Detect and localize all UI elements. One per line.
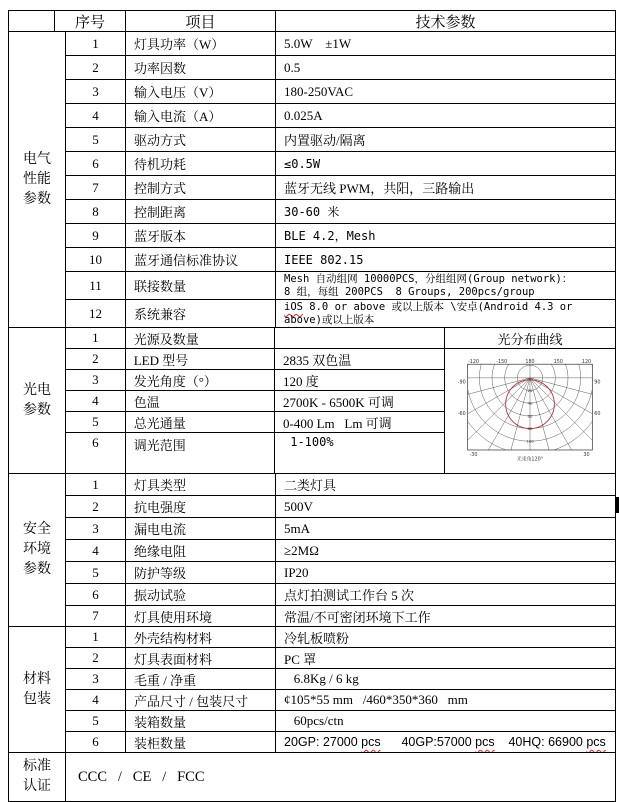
row-item: 外壳结构材料: [126, 627, 276, 647]
spec-row: [66, 176, 615, 200]
row-item: 光源及数量: [126, 328, 275, 348]
row-number: 2: [66, 496, 126, 517]
row-number: 5: [66, 128, 126, 151]
row-number: 3: [66, 669, 126, 689]
section-category: 电气 性能 参数: [9, 32, 66, 327]
spec-row: [66, 248, 615, 272]
row-item: 总光通量: [126, 412, 275, 432]
row-item: 防护等级: [126, 562, 276, 583]
row-number: 6: [66, 433, 126, 473]
row-item: 毛重 / 净重: [126, 669, 276, 689]
row-number: 3: [66, 80, 126, 103]
row-value: 1-100%: [283, 435, 334, 449]
header-cell-empty: [9, 11, 55, 31]
section-electrical: [9, 32, 615, 328]
light-distribution-diagram: [445, 349, 615, 473]
row-value: 常温/不可密闭环境下工作: [284, 609, 431, 625]
misspelled-word: iOS: [284, 301, 303, 313]
spec-row: [66, 128, 615, 152]
row-number: 7: [66, 176, 126, 199]
row-value: 500V: [284, 498, 313, 514]
misspelled-word: above): [284, 314, 322, 326]
row-value: IEEE 802.15: [284, 252, 364, 267]
curve-caption: 光束角120°: [516, 456, 544, 463]
row-value: ≥2MΩ: [284, 542, 319, 558]
row-item: 振动试验: [126, 584, 276, 605]
row-number: 5: [66, 562, 126, 583]
section-category: 光电 参数: [9, 328, 66, 473]
section-rows: [66, 328, 445, 473]
svg-text:120: 120: [581, 358, 592, 365]
section-certification: [9, 753, 615, 801]
row-value: 点灯拍测试工作台 5 次: [284, 588, 415, 603]
row-value: 0.5: [284, 59, 301, 75]
section-category: 安全 环境 参数: [9, 474, 66, 626]
row-item: 功率因数: [126, 56, 276, 79]
svg-text:40: 40: [527, 400, 533, 406]
row-number: 3: [66, 518, 126, 539]
row-number: 1: [66, 32, 126, 55]
spec-row: [66, 540, 615, 562]
spec-row: [66, 474, 615, 496]
spec-row: [66, 648, 615, 669]
row-item: 调光范围: [126, 433, 275, 473]
light-distribution-column: [444, 328, 615, 473]
svg-text:150: 150: [553, 358, 563, 365]
row-item: 灯具表面材料: [126, 648, 276, 668]
spec-row: [66, 627, 615, 648]
row-number: 5: [66, 711, 126, 731]
row-number: 12: [66, 300, 126, 327]
svg-text:30: 30: [583, 451, 590, 458]
svg-text:-150: -150: [496, 358, 508, 365]
row-number: 2: [66, 648, 126, 668]
row-number: 4: [66, 540, 126, 561]
svg-text:-90: -90: [457, 379, 466, 386]
spec-row: [66, 562, 615, 584]
svg-text:20: 20: [527, 388, 533, 393]
row-number: 4: [66, 391, 126, 411]
spec-row: [66, 584, 615, 606]
row-number: 1: [66, 474, 126, 495]
spec-row: [66, 496, 615, 518]
screen-artifact: [615, 497, 619, 513]
spec-row: [66, 690, 615, 711]
row-item: 色温: [126, 391, 275, 411]
row-value: 蓝牙无线 PWM，共阳，三路输出: [284, 181, 475, 196]
svg-text:-120: -120: [467, 358, 480, 365]
light-distribution-curve: [454, 354, 606, 468]
row-value: 5mA: [284, 520, 310, 536]
svg-text:180: 180: [525, 358, 535, 365]
misspelled-word: pcs: [475, 735, 495, 749]
row-value: iOS 8.0 or above 或以上版本 \安卓(Android 4.3 or above)或以上版本: [284, 301, 579, 326]
row-item: 控制方式: [126, 176, 276, 199]
row-value: 2700K - 6500K 可调: [283, 394, 394, 410]
row-item: 绝缘电阻: [126, 540, 276, 561]
row-value: 120 度: [283, 373, 319, 389]
row-number: 9: [66, 224, 126, 247]
section-photometric: [9, 328, 615, 474]
spec-row: [66, 200, 615, 224]
row-number: 10: [66, 248, 126, 271]
row-item: 联接数量: [126, 272, 276, 299]
row-item: 漏电电流: [126, 518, 276, 539]
svg-text:-30: -30: [469, 451, 478, 458]
row-value: Mesh 自动组网 10000PCS，分组组网(Group network)： 8 组，每组 200PCS 8 Groups, 200pcs/group: [284, 273, 573, 298]
row-item: 抗电强度: [126, 496, 276, 517]
spec-row: [66, 669, 615, 690]
row-value: IP20: [284, 564, 309, 580]
svg-text:90: 90: [594, 379, 601, 386]
row-value: [275, 328, 445, 348]
row-item: 灯具类型: [126, 474, 276, 495]
row-number: 1: [66, 627, 126, 647]
row-value: 2835 双色温: [283, 352, 352, 368]
row-value: 内置驱动/隔离: [284, 133, 366, 148]
spec-row: [66, 300, 615, 327]
spec-row: [66, 80, 615, 104]
misspelled-word: pcs: [361, 735, 381, 749]
section-safety: [9, 474, 615, 627]
row-item: 发光角度（°）: [126, 370, 275, 390]
row-number: 6: [66, 152, 126, 175]
misspelled-word: pcs: [586, 735, 606, 749]
row-number: 1: [66, 328, 126, 348]
row-value: 20GP: 27000 pcs 40GP:57000 pcs 40HQ: 66900 pcs: [284, 735, 606, 749]
row-item: 系统兼容: [126, 300, 276, 327]
row-value: 30-60 米: [284, 205, 340, 219]
row-number: 2: [66, 56, 126, 79]
row-number: 3: [66, 370, 126, 390]
spec-row: [66, 152, 615, 176]
row-value: 冷轧板喷粉: [284, 630, 350, 646]
section-rows: [66, 474, 615, 626]
row-value: PC 罩: [284, 651, 317, 667]
row-item: 装柜数量: [126, 732, 276, 752]
svg-text:60: 60: [527, 413, 533, 419]
spec-row: [66, 272, 615, 300]
svg-text:100: 100: [526, 438, 534, 444]
row-number: 11: [66, 272, 126, 299]
row-value: ≤0.5W: [284, 156, 321, 171]
row-number: 6: [66, 584, 126, 605]
row-item: 驱动方式: [126, 128, 276, 151]
row-item: 产品尺寸 / 包装尺寸: [126, 690, 276, 710]
row-number: 2: [66, 349, 126, 369]
section-materials: [9, 627, 615, 753]
row-value: 二类灯具: [284, 478, 337, 493]
row-value: 0.025A: [284, 107, 323, 123]
row-value: 180-250VAC: [284, 83, 354, 99]
row-item: 蓝牙版本: [126, 224, 276, 247]
row-number: 7: [66, 606, 126, 626]
header-cell-index: 序号: [55, 11, 126, 31]
spec-row: [66, 349, 445, 370]
table-header-row: [9, 11, 615, 32]
row-number: 4: [66, 104, 126, 127]
row-number: 8: [66, 200, 126, 223]
spec-table: [8, 10, 616, 802]
light-distribution-title: 光分布曲线: [445, 328, 615, 349]
header-cell-item: 项目: [126, 11, 276, 31]
row-item: 待机功耗: [126, 152, 276, 175]
spec-row: [66, 104, 615, 128]
row-value: 6.8Kg / 6 kg: [284, 671, 359, 686]
row-item: 蓝牙通信标准协议: [126, 248, 276, 271]
section-rows: [66, 627, 615, 752]
row-value: 60pcs/ctn: [284, 713, 344, 728]
svg-text:-60: -60: [457, 410, 466, 417]
row-item: 灯具使用环境: [126, 606, 276, 626]
svg-text:80: 80: [527, 426, 533, 431]
row-number: 5: [66, 412, 126, 432]
spec-row: [66, 32, 615, 56]
row-item: 控制距离: [126, 200, 276, 223]
row-item: 输入电压（V）: [126, 80, 276, 103]
row-number: 4: [66, 690, 126, 710]
section-category: 材料 包装: [9, 627, 66, 752]
row-item: 输入电流（A）: [126, 104, 276, 127]
row-number: 6: [66, 732, 126, 752]
header-cell-params: 技术参数: [415, 14, 476, 31]
spec-row: [66, 328, 445, 349]
spec-row: [66, 56, 615, 80]
row-value: 5.0W ±1W: [284, 35, 352, 51]
spec-row: [66, 518, 615, 540]
row-value: BLE 4.2，Mesh: [284, 229, 376, 243]
section-category: 标准 认证: [9, 753, 66, 801]
spec-row: [66, 370, 445, 391]
row-value: 0-400 Lm Lm 可调: [283, 415, 392, 431]
row-item: 灯具功率（W）: [126, 32, 276, 55]
spec-row: [66, 224, 615, 248]
spec-row: [66, 391, 445, 412]
svg-text:60: 60: [594, 410, 601, 417]
spec-row: [66, 433, 445, 473]
spec-row: [66, 606, 615, 626]
spec-row: [66, 732, 615, 752]
certification-value: CCC / CE / FCC: [78, 768, 205, 785]
spec-row: [66, 412, 445, 433]
row-item: 装箱数量: [126, 711, 276, 731]
spec-row: [66, 711, 615, 732]
row-item: LED 型号: [126, 349, 275, 369]
section-rows: [66, 32, 615, 327]
row-value: ¢105*55 mm /460*350*360 mm: [284, 692, 468, 707]
